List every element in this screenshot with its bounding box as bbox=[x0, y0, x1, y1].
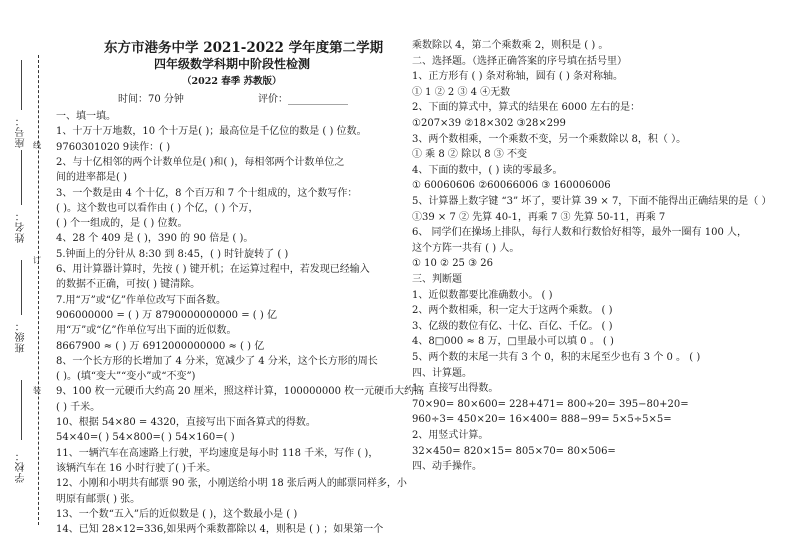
question-line: 这个方阵一共有 ( ) 人。 bbox=[412, 242, 520, 254]
question-line: ①207×39 ②18×302 ③28×299 bbox=[412, 118, 566, 129]
question-line: 70×90= 80×600= 228+471= 800÷20= 395−80+20= bbox=[412, 398, 689, 410]
question-line: 间的进率都是( ) bbox=[56, 172, 127, 184]
class-label: 班级： bbox=[16, 320, 27, 353]
question-line: ( )。(填“变大”“变小”或“不变”) bbox=[56, 371, 196, 383]
question-line: 2、下面的算式中，算式的结果在 6000 左右的是： bbox=[412, 102, 641, 114]
question-line: 1、直接写出得数。 bbox=[412, 383, 499, 395]
cut-line bbox=[38, 55, 39, 525]
question-line: 7.用“万”或“亿”作单位改写下面各数。 bbox=[56, 294, 226, 306]
question-line: 9760301020 9读作：( ) bbox=[56, 141, 171, 153]
question-line: 8、一个长方形的长增加了 4 分米，宽减少了 4 分米，这个长方形的周长 bbox=[56, 355, 378, 367]
question-line: 5、计算器上数字键 “3” 坏了，要计算 39 × 7，下面不能得出正确结果的是（ ） bbox=[412, 196, 772, 207]
binding-mark: 装 bbox=[33, 386, 41, 395]
question-line: 5.钟面上的分针从 8:30 到 8:45，( ) 时针旋转了 ( ) bbox=[56, 248, 289, 260]
question-line: 2、两个数相乘，积一定大于这两个乘数。 ( ) bbox=[412, 305, 613, 317]
question-line: 明原有邮票( ) 张。 bbox=[56, 493, 141, 505]
exam-title: 东方市港务中学 2021-2022 学年度第二学期 bbox=[104, 40, 384, 56]
question-line: 四、动手操作。 bbox=[412, 461, 482, 473]
question-line: 960÷3= 450×20= 16×400= 888−99= 5×5÷5×5= bbox=[412, 414, 672, 426]
question-line: ① 乘 8 ② 除以 8 ③ 不变 bbox=[412, 149, 527, 161]
question-line: ( ) 个一组成的，是 ( ) 位数。 bbox=[56, 218, 188, 230]
binding-mark: 订 bbox=[33, 256, 41, 265]
exam-edition: （2022 春季 苏教版） bbox=[182, 76, 282, 87]
question-line: 该辆汽车在 16 小时行驶了( )千米。 bbox=[56, 462, 217, 474]
question-line: 三、判断题 bbox=[412, 274, 462, 285]
question-line: ( ) 千米。 bbox=[56, 401, 101, 413]
question-line: 14、已知 28×12=336,如果两个乘数都除以 4，则积是 ( ) ；如果第一个 bbox=[56, 524, 384, 536]
seat-label: 座号： bbox=[16, 115, 27, 148]
question-line: 6、 同学们在操场上排队，每行人数和行数恰好相等，最外一圈有 100 人， bbox=[412, 227, 747, 239]
exam-time: 时间：70 分钟 bbox=[118, 94, 184, 105]
question-line: 906000000 = ( ) 万 8790000000000 = ( ) 亿 bbox=[56, 309, 277, 321]
question-line: ① 60060606 ②60066006 ③ 160006006 bbox=[412, 180, 611, 192]
question-line: ① 1 ② 2 ③ 4 ④无数 bbox=[412, 86, 511, 98]
question-line: ( )。这个数也可以看作由 ( ) 个亿，( ) 个万， bbox=[56, 202, 259, 214]
question-line: ①39 × 7 ② 先算 40-1，再乘 7 ③ 先算 50-11，再乘 7 bbox=[412, 211, 666, 223]
question-line: 乘数除以 4，第二个乘数乘 2，则积是 ( ) 。 bbox=[412, 40, 609, 51]
question-line: 1、正方形有 ( ) 条对称轴，圆有 ( ) 条对称轴。 bbox=[412, 71, 624, 83]
question-line: 32×450= 820×15= 805×70= 80×506= bbox=[412, 445, 616, 457]
question-line: 9、100 枚一元硬币大约高 20 厘米，照这样计算，100000000 枚一元硬币大约高 bbox=[56, 386, 425, 398]
question-line: 6、用计算器计算时，先按 ( ) 键开机；在运算过程中，若发现已经输入 bbox=[56, 264, 370, 275]
exam-subtitle: 四年级数学科期中阶段性检测 bbox=[154, 57, 311, 71]
question-line: 2、与十亿相邻的两个计数单位是( )和( )，每相邻两个计数单位之 bbox=[56, 156, 345, 168]
question-line: 2、用竖式计算。 bbox=[412, 430, 489, 441]
question-line: 1、近似数都要比准确数小。 ( ) bbox=[412, 289, 553, 301]
school-label: 学校： bbox=[16, 450, 27, 483]
question-line: 3、两个数相乘，一个乘数不变，另一个乘数除以 8，积（ ）。 bbox=[412, 133, 687, 145]
question-line: 四、计算题。 bbox=[412, 367, 472, 379]
question-line: 1、十万十万地数，10 个十万是( )；最高位是千亿位的数是 ( ) 位数。 bbox=[56, 126, 367, 138]
question-line: 8667900 ≈ ( ) 万 6912000000000 ≈ ( ) 亿 bbox=[56, 340, 265, 352]
seat-fill-line bbox=[21, 60, 22, 110]
question-line: 4、8□000 ≈ 8 万，□里最小可以填 0 。 ( ) bbox=[412, 336, 614, 348]
binding-mark: 线 bbox=[33, 141, 41, 150]
question-line: 4、下面的数中，( ) 读的零最多。 bbox=[412, 164, 563, 176]
question-line: 54×40=( ) 54×800=( ) 54×160=( ) bbox=[56, 432, 235, 444]
name-fill-line bbox=[21, 150, 22, 205]
exam-score: 评价：____________ bbox=[258, 94, 348, 105]
question-line: 一、填一填。 bbox=[56, 111, 116, 122]
question-line: 11、一辆汽车在高速路上行驶，平均速度是每小时 118 千米，写作 ( )， bbox=[56, 447, 379, 459]
question-line: 4、28 个 409 是 ( )，390 的 90 倍是 ( )。 bbox=[56, 233, 254, 245]
question-line: 3、亿级的数位有亿、十亿、百亿、千亿。 ( ) bbox=[412, 320, 613, 332]
question-line: ① 10 ② 25 ③ 26 bbox=[412, 258, 493, 270]
school-fill-line bbox=[21, 380, 22, 440]
question-line: 用“万”或“亿”作单位写出下面的近似数。 bbox=[56, 325, 237, 337]
class-fill-line bbox=[21, 260, 22, 315]
question-line: 12、小刚和小明共有邮票 90 张，小刚送给小明 18 张后两人的邮票同样多，小 bbox=[56, 478, 407, 490]
question-line: 13、一个数“五入”后的近似数是 ( )，这个数最小是 ( ) bbox=[56, 508, 298, 520]
question-line: 二、选择题。（选择正确答案的序号填在括号里） bbox=[412, 55, 627, 67]
name-label: 姓名： bbox=[16, 210, 27, 243]
question-line: 10、根据 54×80 = 4320，直接写出下面各算式的得数。 bbox=[56, 417, 316, 428]
question-line: 5、两个数的末尾一共有 3 个 0，积的末尾至少也有 3 个 0 。 ( ) bbox=[412, 352, 701, 363]
question-line: 的数据不正确，可按( ) 键清除。 bbox=[56, 279, 201, 291]
question-line: 3、一个数是由 4 个十亿，8 个百万和 7 个十组成的，这个数写作： bbox=[56, 187, 358, 199]
